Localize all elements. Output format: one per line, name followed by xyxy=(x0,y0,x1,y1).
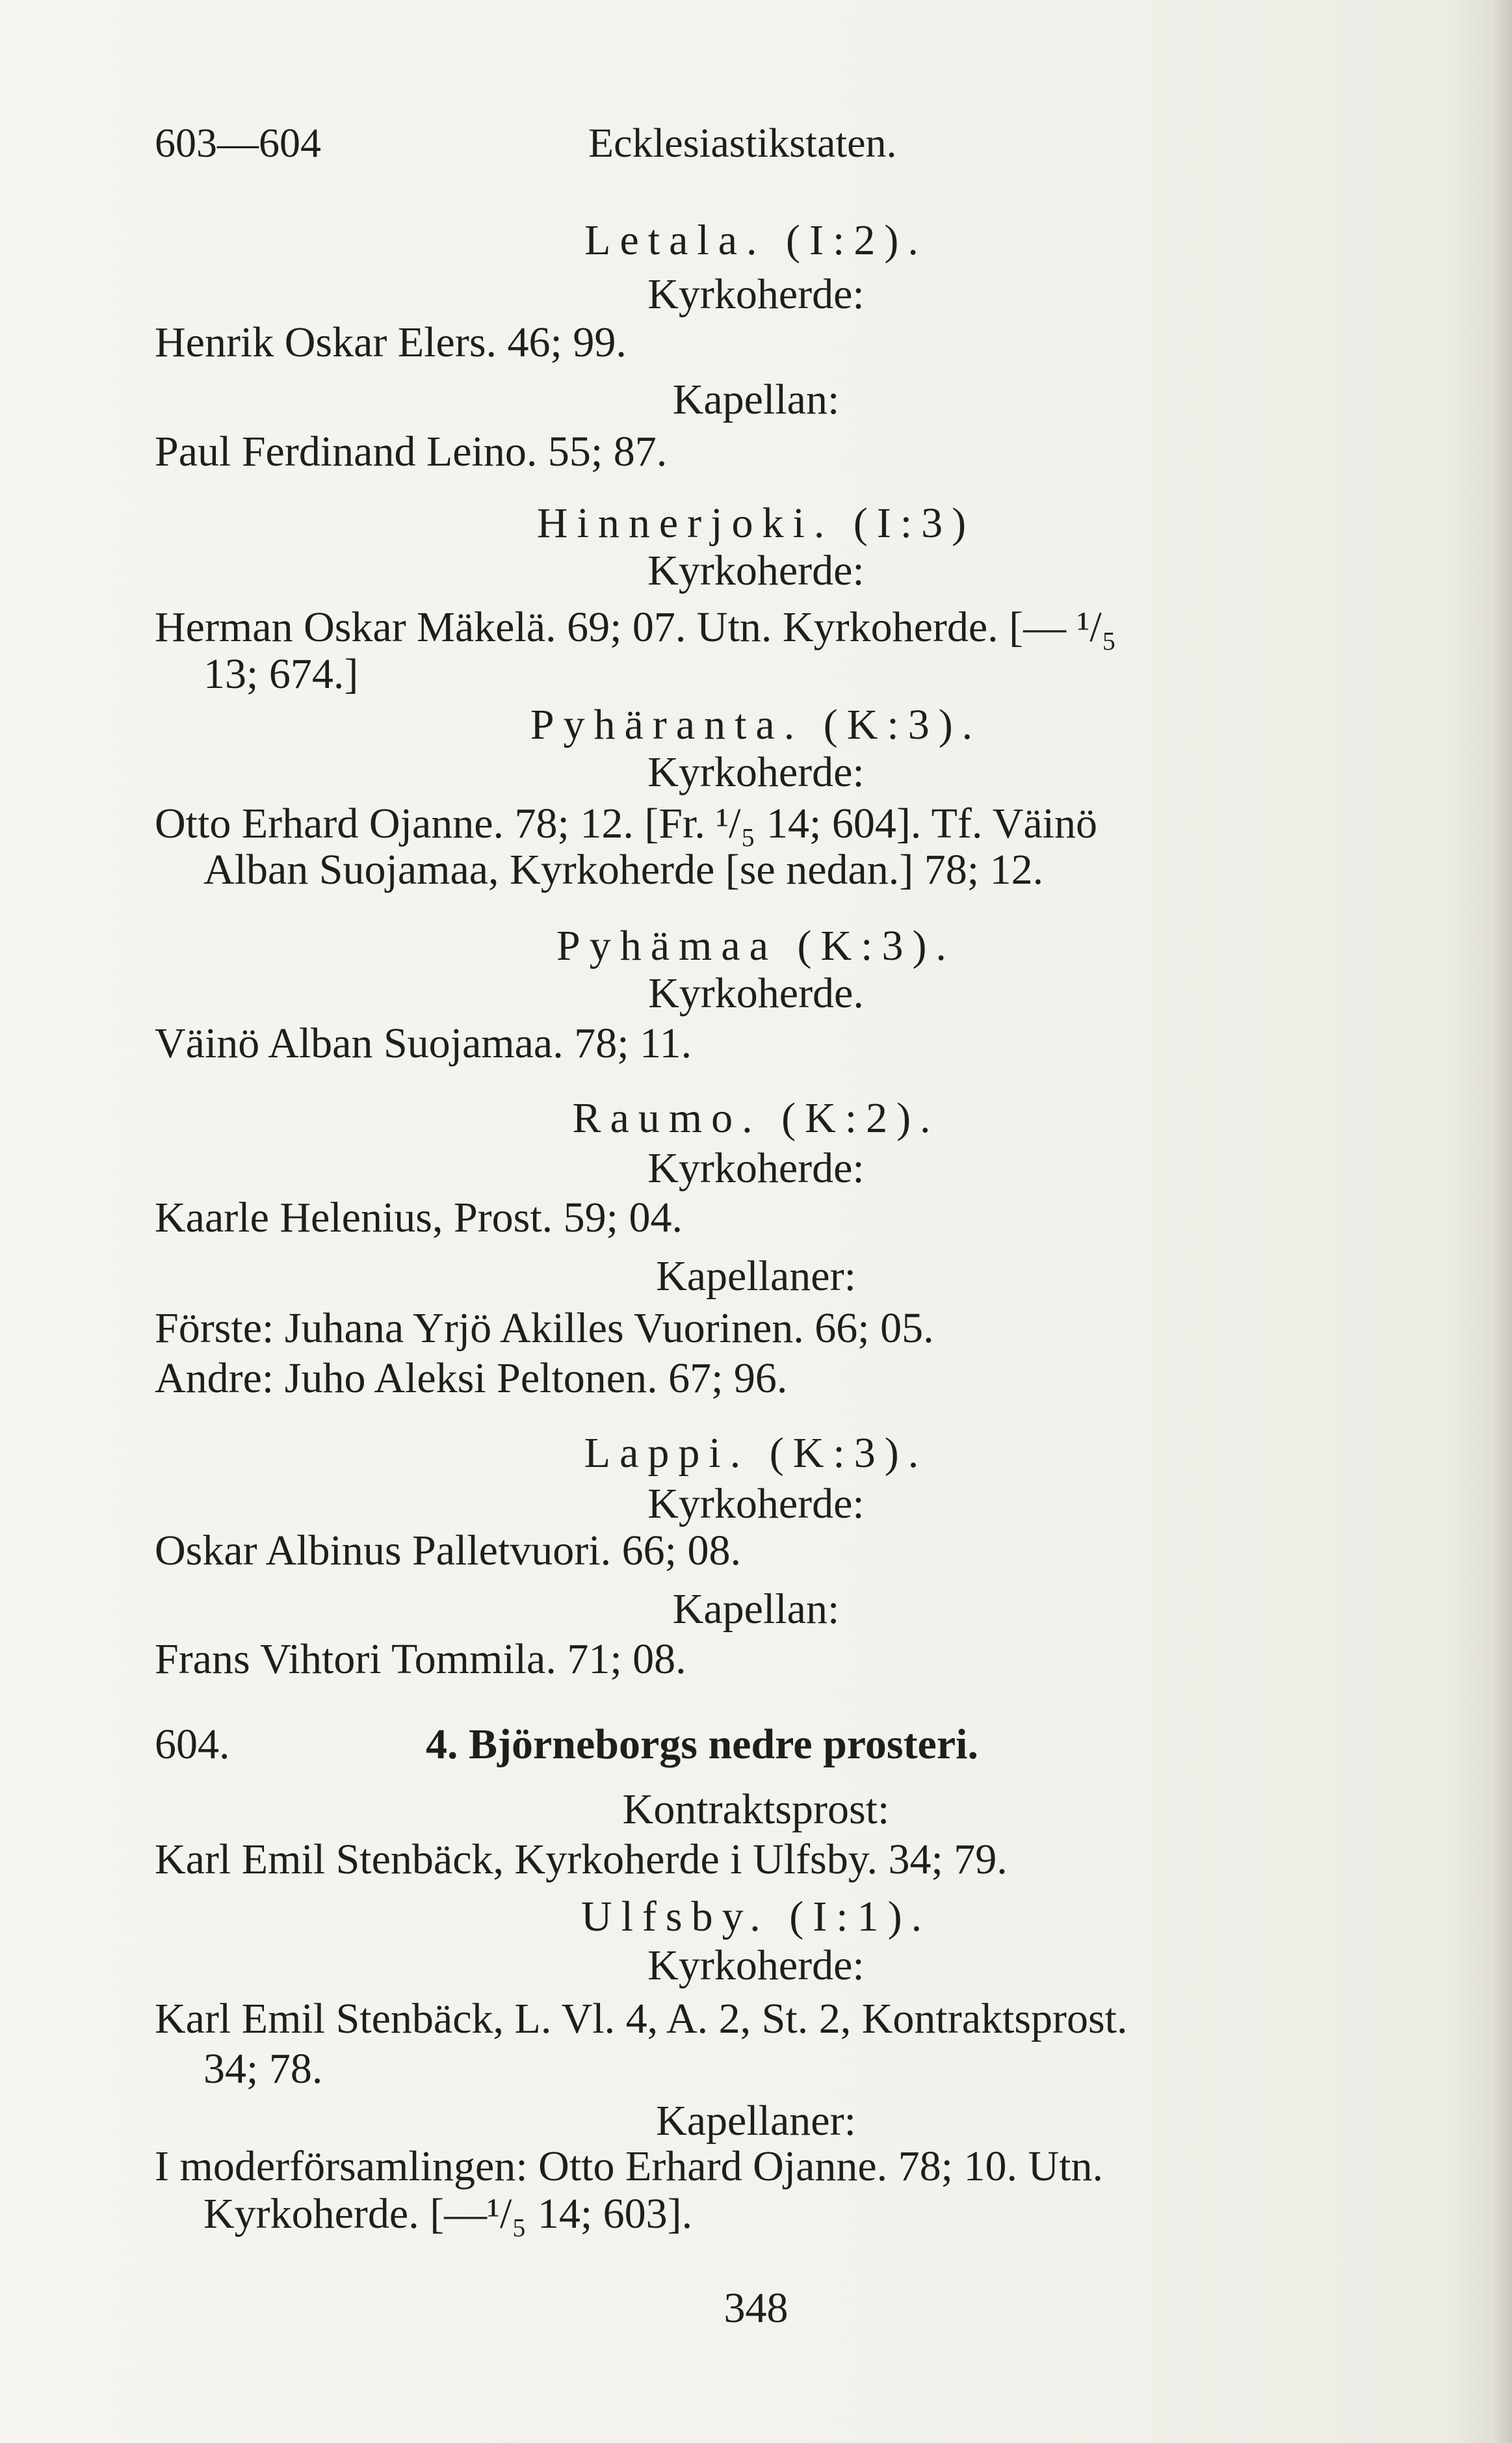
entry-line: Karl Emil Stenbäck, Kyrkoherde i Ulfsby. 34; 79. xyxy=(155,1836,1008,1883)
entry-line-continued: Kyrkoherde. [—¹/₅ 14; 603]. xyxy=(203,2190,693,2238)
role-label: Kapellaner: xyxy=(656,2097,856,2145)
entry-line-continued: Alban Suojamaa, Kyrkoherde [se nedan.] 78; 12. xyxy=(203,846,1044,893)
role-label: Kapellan: xyxy=(672,1585,840,1633)
entry-line-continued: 13; 674.] xyxy=(203,650,359,698)
role-label: Kyrkoherde: xyxy=(647,1942,865,1989)
parish-heading-raumo: Raumo. (K:2). xyxy=(572,1094,940,1142)
role-label: Kapellaner: xyxy=(656,1252,856,1300)
role-label: Kyrkoherde: xyxy=(647,1144,865,1192)
section-heading: 4. Björneborgs nedre prosteri. xyxy=(426,1721,978,1768)
parish-heading-pyharanta: Pyhäranta. (K:3). xyxy=(530,701,982,748)
entry-line: Otto Erhard Ojanne. 78; 12. [Fr. ¹/₅ 14; 604]. Tf. Väinö xyxy=(155,800,1098,847)
role-label: Kyrkoherde: xyxy=(647,1480,865,1527)
role-label: Kyrkoherde: xyxy=(647,748,865,796)
role-label: Kapellan: xyxy=(672,376,840,423)
entry-line: Herman Oskar Mäkelä. 69; 07. Utn. Kyrkoherde. [— ¹/₅ xyxy=(155,603,1117,651)
entry-line: Karl Emil Stenbäck, L. Vl. 4, A. 2, St. 2, Kontraktsprost. xyxy=(155,1995,1128,2042)
page-edge-shadow xyxy=(1490,0,1512,2443)
entry-line: Oskar Albinus Palletvuori. 66; 08. xyxy=(155,1527,741,1574)
page-number: 348 xyxy=(723,2284,789,2332)
role-label: Kyrkoherde: xyxy=(647,271,865,318)
entry-line: Frans Vihtori Tommila. 71; 08. xyxy=(155,1635,686,1683)
parish-heading-lappi: Lappi. (K:3). xyxy=(584,1429,928,1477)
margin-number: 604. xyxy=(155,1721,230,1768)
parish-heading-ulfsby: Ulfsby. (I:1). xyxy=(580,1893,932,1940)
parish-heading-letala: Letala. (I:2). xyxy=(584,217,928,264)
entry-line-continued: 34; 78. xyxy=(203,2045,323,2093)
entry-line: Kaarle Helenius, Prost. 59; 04. xyxy=(155,1194,683,1241)
role-label: Kontraktsprost: xyxy=(622,1786,890,1833)
entry-line: Förste: Juhana Yrjö Akilles Vuorinen. 66; 05. xyxy=(155,1304,934,1352)
role-label: Kyrkoherde. xyxy=(648,970,864,1017)
running-title: Ecklesiastikstaten. xyxy=(588,120,897,166)
entry-line: I moderförsamlingen: Otto Erhard Ojanne. 78; 10. Utn. xyxy=(155,2143,1103,2190)
parish-heading-pyhamaa: Pyhämaa (K:3). xyxy=(556,922,956,970)
parish-heading-hinnerjoki: Hinnerjoki. (I:3) xyxy=(536,499,976,547)
entry-line: Andre: Juho Aleksi Peltonen. 67; 96. xyxy=(155,1354,788,1402)
role-label: Kyrkoherde: xyxy=(647,547,865,594)
page-range: 603—604 xyxy=(155,120,321,166)
entry-line: Henrik Oskar Elers. 46; 99. xyxy=(155,319,627,366)
entry-line: Väinö Alban Suojamaa. 78; 11. xyxy=(155,1020,692,1067)
entry-line: Paul Ferdinand Leino. 55; 87. xyxy=(155,428,668,475)
